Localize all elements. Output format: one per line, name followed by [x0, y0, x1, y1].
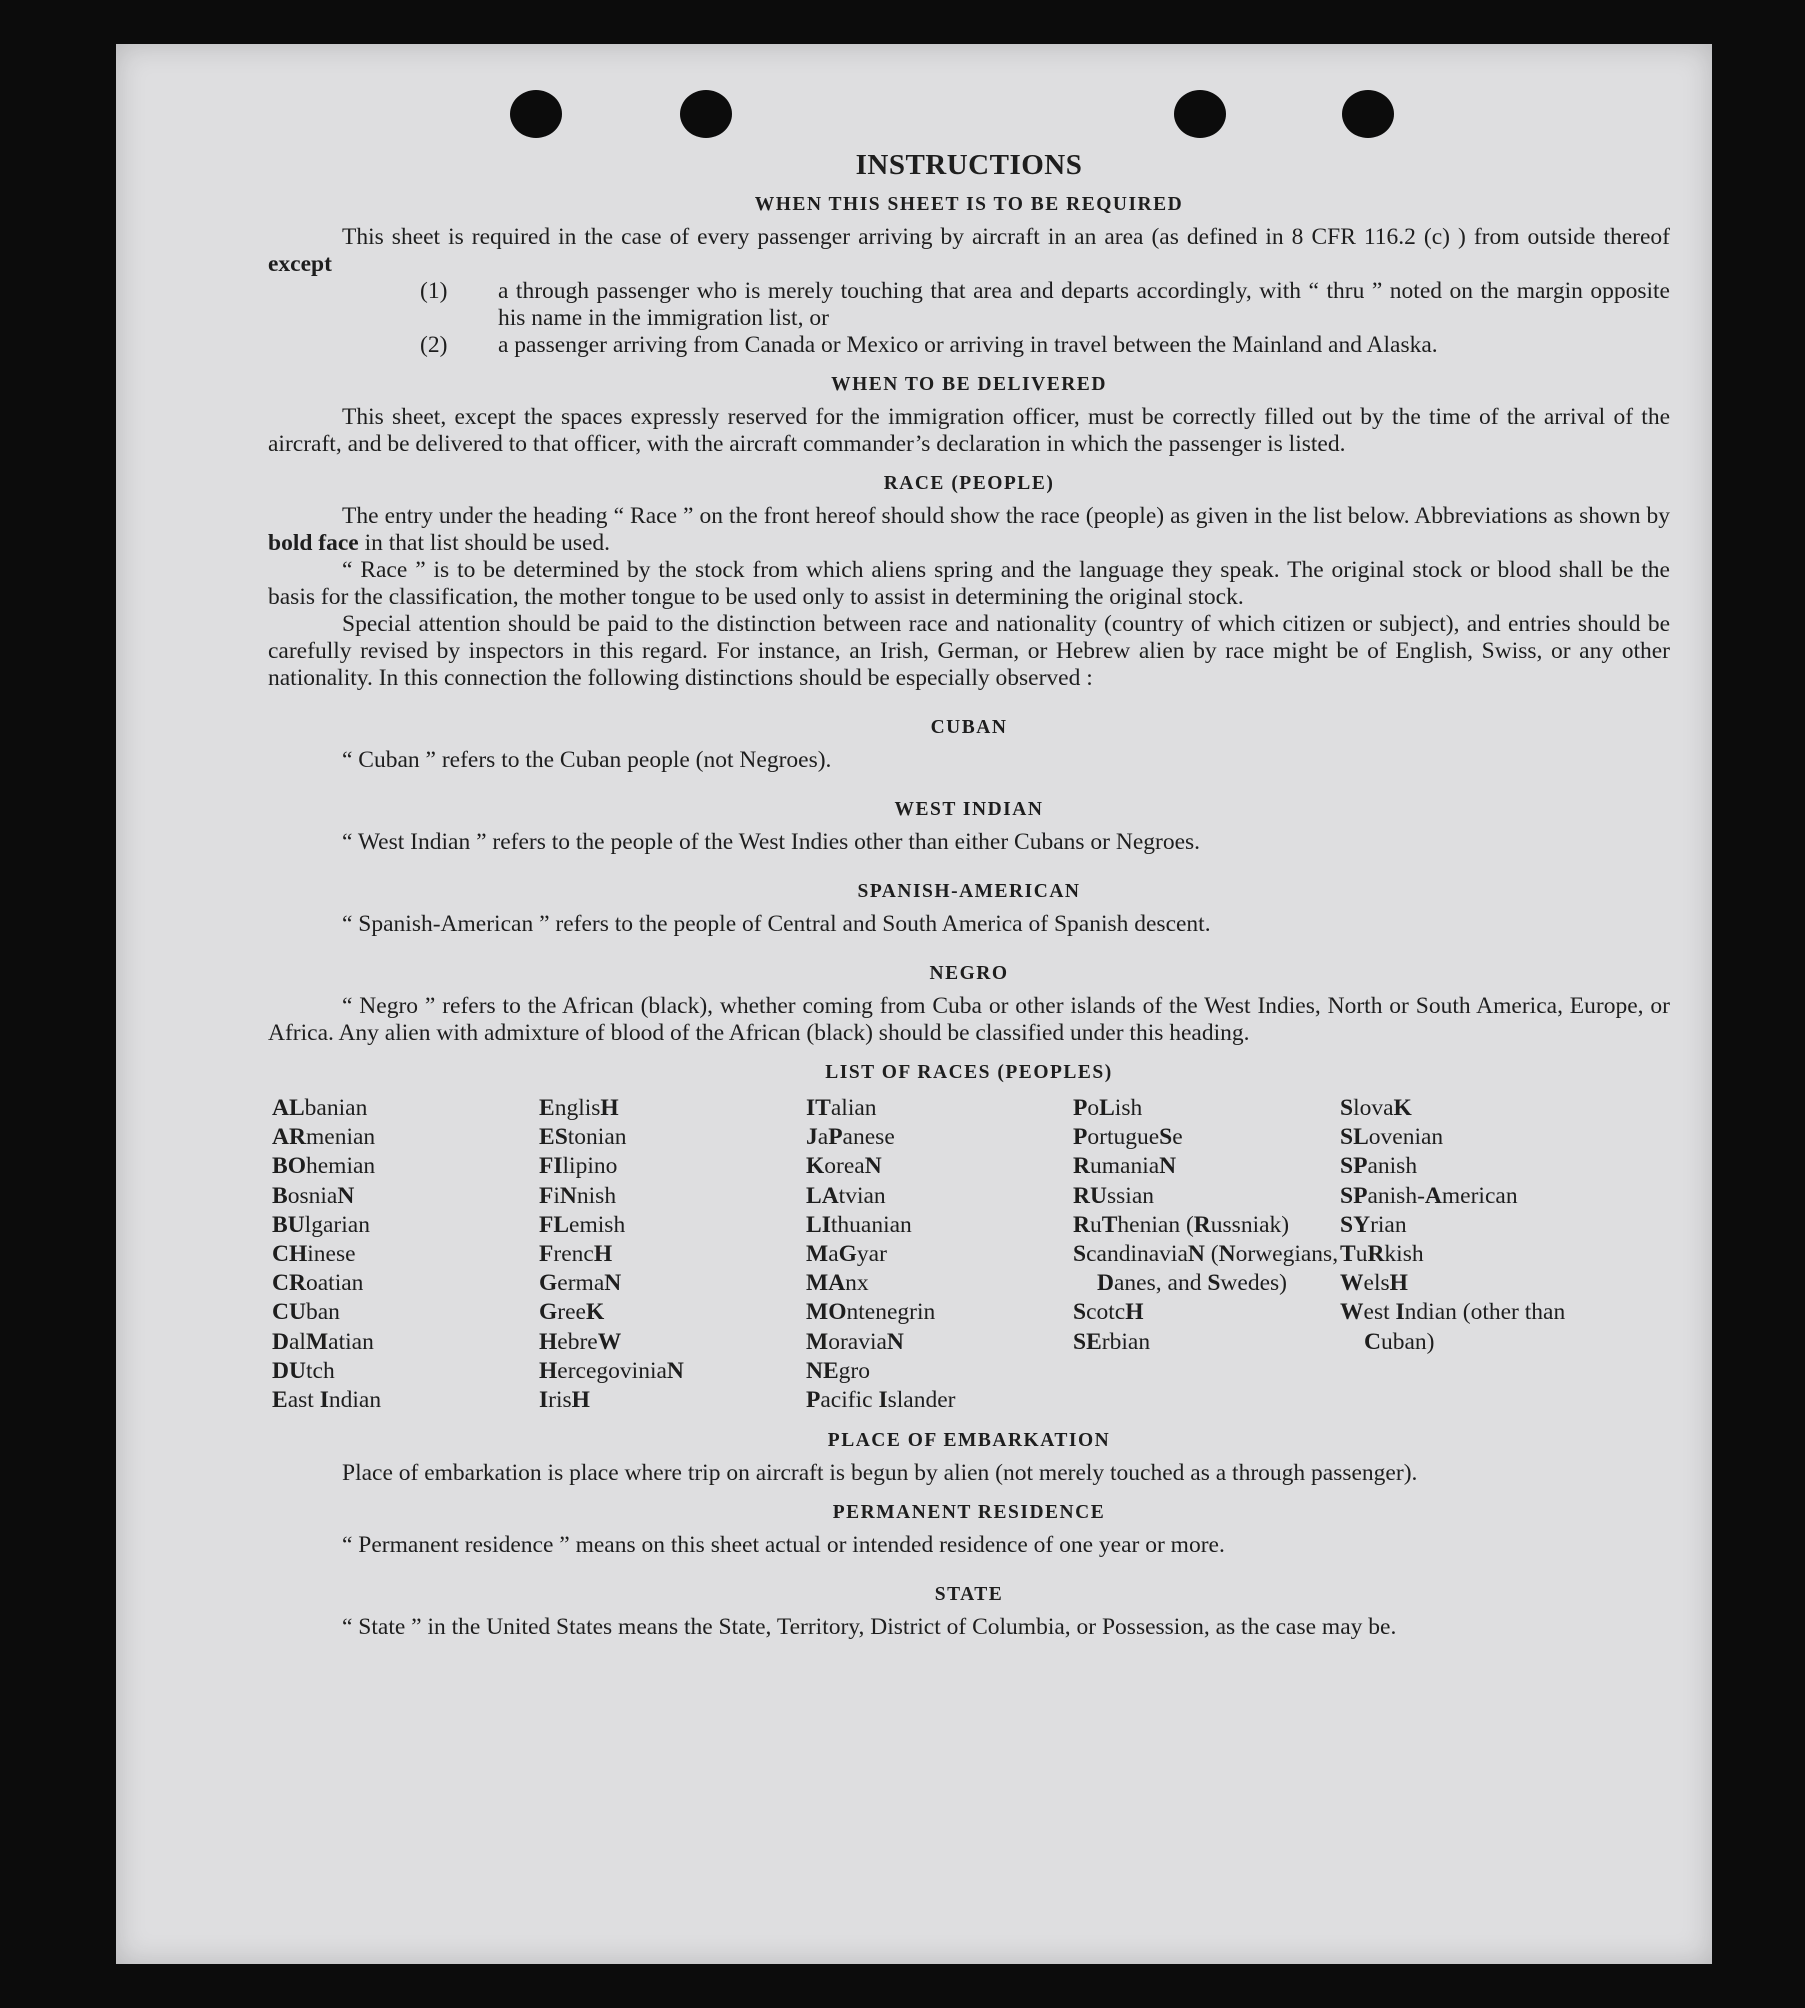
race-entry: ScotcH [1073, 1299, 1144, 1326]
race-entry: HebreW [539, 1328, 622, 1355]
heading-negro: NEGRO [929, 963, 1009, 984]
heading-permanent-residence: PERMANENT RESIDENCE [832, 1502, 1106, 1524]
heading-when-delivered: WHEN TO BE DELIVERED [831, 374, 1107, 395]
race-entry: CRoatian [272, 1270, 364, 1297]
heading-state: STATE [934, 1584, 1004, 1606]
punch-hole [680, 90, 732, 138]
race-entry: NEgro [806, 1357, 870, 1384]
race-entry: SLovenian [1340, 1124, 1444, 1151]
race-entry: HercegoviniaN [539, 1357, 684, 1384]
paragraph-embarkation: Place of embarkation is place where trip on aircraft is begun by alien (not merely touched as a through passenger). [342, 1460, 1418, 1487]
race-entry: FIlipino [539, 1153, 618, 1180]
instructions-content [268, 149, 1670, 1641]
race-entry: BUlgarian [272, 1211, 370, 1238]
paragraph-west-indian: “ West Indian ” refers to the people of the West Indies other than either Cubans or Negroes. [342, 829, 1201, 855]
race-entry: ALbanian [272, 1095, 368, 1121]
heading-west-indian: WEST INDIAN [894, 799, 1044, 820]
race-entry: MOntenegrin [806, 1299, 936, 1326]
race-entry: BOhemian [272, 1153, 376, 1180]
paragraph-spanish-american: “ Spanish-American ” refers to the people of Central and South America of Spanish descent. [342, 911, 1211, 937]
race-entry: RuThenian (Russniak) [1073, 1211, 1290, 1238]
race-entry: SYrian [1340, 1211, 1407, 1238]
race-entry: FrencH [539, 1241, 613, 1268]
race-entry: LIthuanian [806, 1211, 912, 1238]
race-entry: EStonian [539, 1124, 627, 1151]
page-title: INSTRUCTIONS [855, 149, 1083, 181]
heading-list-of-races: LIST OF RACES (PEOPLES) [825, 1062, 1113, 1083]
paragraph-cuban: “ Cuban ” refers to the Cuban people (not Negroes). [342, 747, 832, 773]
race-entry: DUtch [272, 1357, 335, 1384]
race-entry: CUban [272, 1299, 340, 1326]
punch-hole [510, 90, 562, 138]
race-entry: GreeK [539, 1299, 605, 1326]
document-sheet [116, 44, 1712, 1964]
race-entry: West Indian (other than Cuban) [1340, 1299, 1566, 1355]
race-entry: MAnx [806, 1270, 869, 1297]
race-entry: CHinese [272, 1241, 356, 1268]
race-entry: EnglisH [539, 1095, 619, 1121]
race-entry: LAtvian [806, 1182, 886, 1209]
heading-cuban: CUBAN [930, 717, 1008, 738]
exception-item: (2) a passenger arriving from Canada or Mexico or arriving in travel between the Mainland and Alaska. [420, 332, 1438, 358]
punch-hole [1342, 90, 1394, 138]
race-entry: ITalian [806, 1095, 877, 1121]
race-entry: RumaniaN [1073, 1153, 1177, 1180]
except-word: except [268, 251, 332, 277]
race-entry: SlovaK [1340, 1095, 1412, 1121]
race-column [1073, 1094, 1340, 1415]
paragraph-negro: “ Negro ” refers to the African (black), whether coming from Cuba or other islands of the West Indies, North or South America, Europe, or Africa. Any alien with admixture of blood of the African (black) should be classified under this heading. [268, 993, 1670, 1046]
race-entry: JaPanese [806, 1124, 895, 1151]
exception-item: (1) a through passenger who is merely touching that area and departs accordingly, with “ thru ” noted on the margin opposite his name in the immigration list, or [420, 278, 1670, 331]
race-entry: MoraviaN [806, 1328, 904, 1355]
race-entry: East Indian [272, 1387, 382, 1414]
race-column [539, 1094, 806, 1415]
race-entry: ARmenian [272, 1124, 376, 1151]
race-entry: BosniaN [272, 1182, 355, 1209]
paragraph-delivery: This sheet, except the spaces expressly reserved for the immigration officer, must be correctly filled out by the time of the arrival of the aircraft, and be delivered to that officer, with the aircraft commander’s declaration in which the passenger is listed. [268, 404, 1670, 457]
race-entry: DalMatian [272, 1328, 374, 1355]
race-entry: KoreaN [806, 1153, 882, 1180]
race-entry: PoLish [1073, 1095, 1143, 1121]
heading-when-required: WHEN THIS SHEET IS TO BE REQUIRED [754, 194, 1184, 215]
paragraph-required-intro: This sheet is required in the case of every passenger arriving by aircraft in an area (as defined in 8 CFR 116.2 (c) ) from outside thereof except [268, 224, 1670, 277]
heading-race: RACE (PEOPLE) [883, 473, 1055, 494]
race-entry: Pacific Islander [806, 1387, 956, 1414]
race-entry: MaGyar [806, 1241, 887, 1268]
race-entry: RUssian [1073, 1182, 1154, 1209]
race-entry: IrisH [539, 1387, 590, 1414]
race-entry: ScandinaviaN (Norwegians, Danes, and Swedes) [1073, 1241, 1339, 1297]
race-entry: FLemish [539, 1211, 626, 1238]
race-entry: GermaN [539, 1270, 622, 1297]
paragraph-race-nationality: Special attention should be paid to the distinction between race and nationality (country of which citizen or subject), and entries should be carefully revised by inspectors in this regard. For instance, an Irish, German, or Hebrew alien by race might be of English, Swiss, or any other nationality. In this connection the following distinctions should be especially observed : [268, 611, 1670, 691]
race-entry: SErbian [1073, 1328, 1151, 1355]
race-entry: SPanish [1340, 1153, 1418, 1180]
race-entry: SPanish-American [1340, 1182, 1518, 1209]
race-column [1340, 1094, 1607, 1415]
race-column [806, 1094, 1073, 1415]
race-entry: TuRkish [1340, 1241, 1424, 1268]
paragraph-state: “ State ” in the United States means the State, Territory, District of Columbia, or Possession, as the case may be. [342, 1614, 1397, 1641]
punch-hole [1174, 90, 1226, 138]
race-column [272, 1094, 539, 1415]
heading-embarkation: PLACE OF EMBARKATION [827, 1430, 1111, 1452]
paragraph-race-entry: The entry under the heading “ Race ” on the front hereof should show the race (people) as given in the list below. Abbreviations as shown by bold face in that list should be used. [268, 503, 1670, 556]
race-entry: WelsH [1340, 1270, 1408, 1297]
paragraph-permanent-residence: “ Permanent residence ” means on this sheet actual or intended residence of one year or more. [342, 1532, 1225, 1559]
heading-spanish-american: SPANISH-AMERICAN [857, 881, 1081, 902]
race-list [272, 1094, 1670, 1415]
race-entry: FiNnish [539, 1182, 617, 1209]
paragraph-race-definition: “ Race ” is to be determined by the stock from which aliens spring and the language they speak. The original stock or blood shall be the basis for the classification, the mother tongue to be used only to assist in determining the original stock. [268, 557, 1670, 610]
race-entry: PortugueSe [1073, 1124, 1183, 1151]
